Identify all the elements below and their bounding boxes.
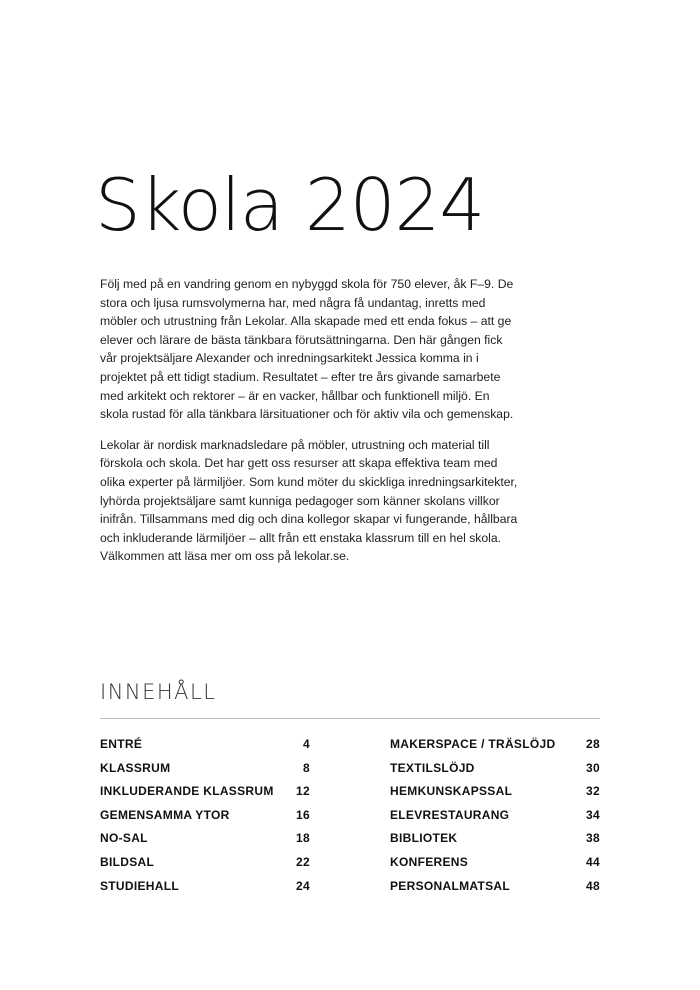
toc-entry-page: 24 <box>296 878 310 893</box>
toc-entry[interactable] <box>390 831 600 855</box>
toc-entry-page: 16 <box>296 807 310 822</box>
toc-entry-page: 38 <box>586 831 600 846</box>
toc-entry-page: 32 <box>586 784 600 799</box>
toc-entry[interactable] <box>390 879 600 903</box>
toc-entry[interactable] <box>390 761 600 785</box>
toc-entry[interactable] <box>100 784 310 808</box>
toc-entry-page: 34 <box>586 807 600 822</box>
toc-heading: INNEHÅLL <box>100 680 217 704</box>
toc-entry-page: 12 <box>296 784 310 799</box>
toc-entry-label: INKLUDERANDE KLASSRUM <box>100 784 274 799</box>
toc-column-right <box>390 737 600 902</box>
toc-entry-page: 48 <box>586 878 600 893</box>
toc-entry-page: 30 <box>586 760 600 775</box>
toc-entry-label: TEXTILSLÖJD <box>390 760 475 775</box>
toc-entry-page: 18 <box>296 831 310 846</box>
toc-entry-label: BILDSAL <box>100 854 155 869</box>
toc-entry-page: 8 <box>303 760 310 775</box>
toc-entry-label: ENTRÉ <box>100 737 143 751</box>
toc-entry-label: PERSONALMATSAL <box>390 878 510 893</box>
intro-text <box>100 275 520 578</box>
page-title: Skola 2024 <box>95 163 485 247</box>
toc-entry-label: BIBLIOTEK <box>390 831 458 846</box>
toc-entry[interactable] <box>100 761 310 785</box>
toc-entry-label: KONFERENS <box>390 854 469 869</box>
toc-entry[interactable] <box>100 737 310 761</box>
toc-entry[interactable] <box>100 855 310 879</box>
toc-entry[interactable] <box>390 855 600 879</box>
toc-entry-label: STUDIEHALL <box>100 878 179 893</box>
toc-entry-page: 28 <box>586 737 600 751</box>
toc-entry-label: ELEVRESTAURANG <box>390 807 510 822</box>
toc-entry-label: GEMENSAMMA YTOR <box>100 807 230 822</box>
toc-entry[interactable] <box>390 737 600 761</box>
toc-entry-page: 22 <box>296 854 310 869</box>
toc-entry-label: HEMKUNSKAPSSAL <box>390 784 513 799</box>
intro-paragraph: Lekolar är nordisk marknadsledare på möbler, utrustning och material till förskola och skola. Det har gett oss resurser att skapa effektiva team med olika experter på lärmiljöer. Som kund möter du skickliga inredningsarkitekter, lyhörda projektsäljare samt kunniga pedagoger som känner skolans villkor inifrån. Tillsammans med dig och dina kollegor skapar vi fungerande, hållbara och inkluderande lärmiljöer – allt från ett enstaka klassrum till en hel skola. Välkommen att läsa mer om oss på lekolar.se. <box>100 437 518 564</box>
toc-column-left <box>100 737 310 902</box>
toc-entry-page: 4 <box>303 737 310 751</box>
toc-divider <box>100 718 600 719</box>
toc-entry-label: MAKERSPACE / TRÄSLÖJD <box>390 737 556 751</box>
toc-entry[interactable] <box>390 808 600 832</box>
toc-entry[interactable] <box>100 879 310 903</box>
toc-entry-label: NO-SAL <box>100 831 148 846</box>
toc-entry-page: 44 <box>586 854 600 869</box>
toc-entry[interactable] <box>100 808 310 832</box>
intro-paragraph: Följ med på en vandring genom en nybyggd skola för 750 elever, åk F–9. De stora och ljusa rumsvolymerna har, med några få undantag, inretts med möbler och utrustning från Lekolar. Alla skapade med ett enda fokus – att ge elever och lärare de bästa tänkbara förutsättningarna. Den här gången fick vår projektsäljare Alexander och inredningsarkitekt Jessica komma in i projektet på ett tidigt stadium. Resultatet – efter tre års givande samarbete med arkitekt och rektorer – är en vacker, hållbar och funktionell miljö. En skola rustad för alla tänkbara lärsituationer och för aktiv vila och gemenskap. <box>100 277 514 422</box>
toc-entry[interactable] <box>100 831 310 855</box>
toc-entry-label: KLASSRUM <box>100 760 171 775</box>
toc-entry[interactable] <box>390 784 600 808</box>
